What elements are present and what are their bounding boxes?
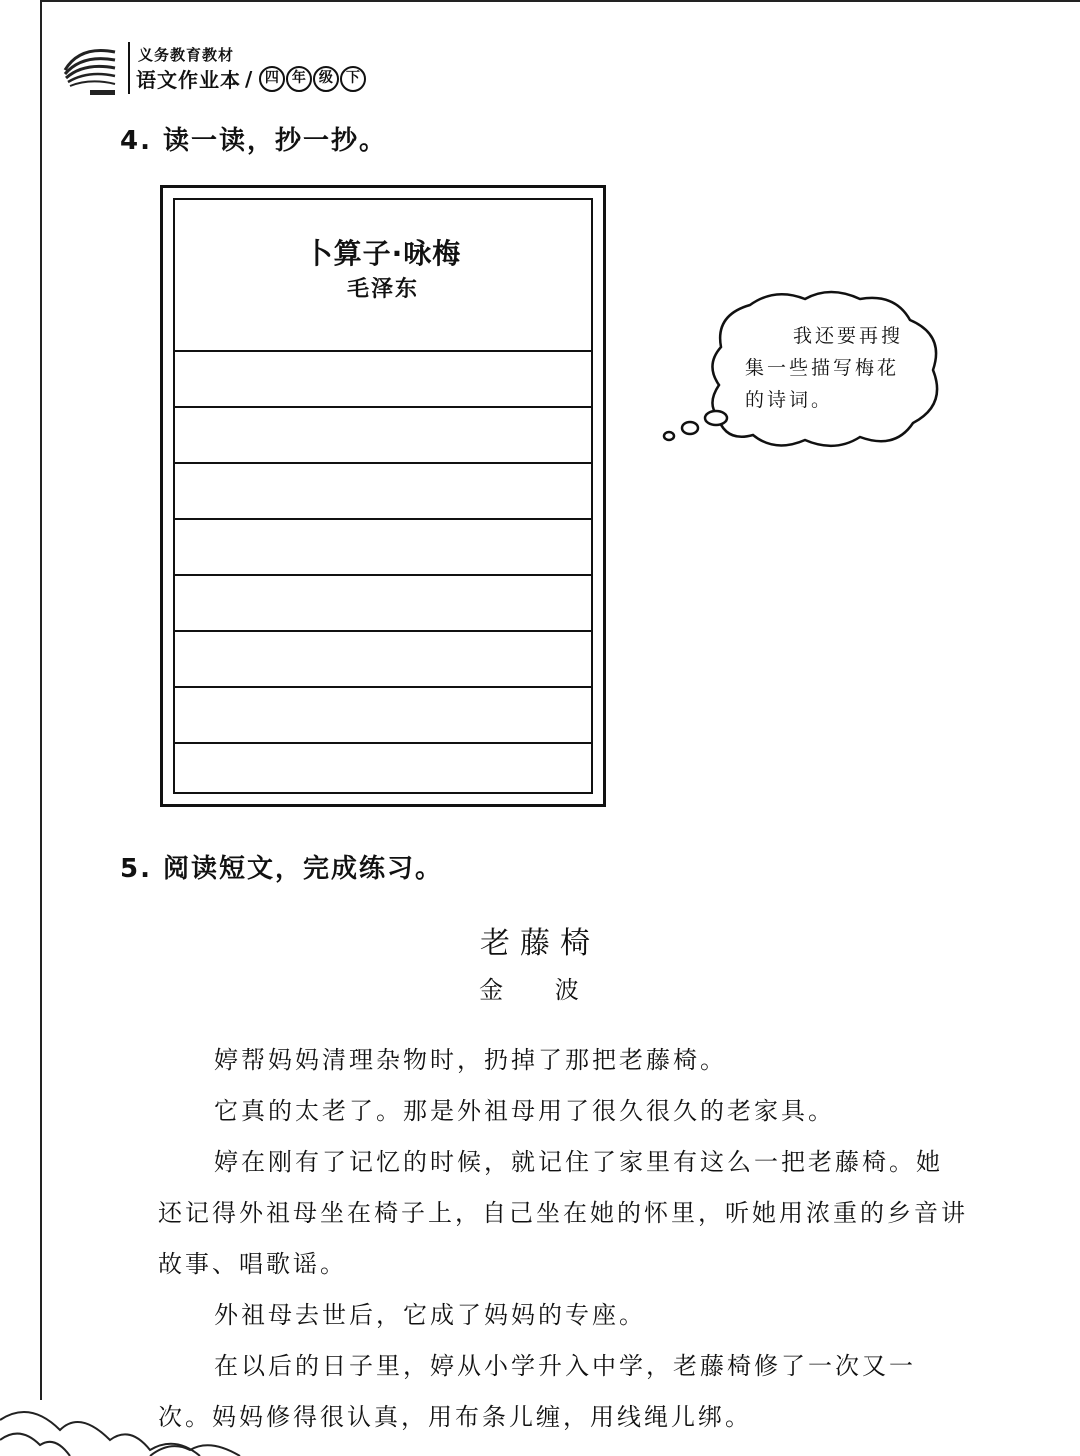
poem-title: 卜算子·咏梅	[304, 237, 462, 270]
series-label: 义务教育教材	[138, 46, 235, 64]
thought-line: 我还要再搜	[793, 325, 904, 347]
story-paragraph: 婷在刚有了记忆的时候，就记住了家里有这么一把老藤椅。她还记得外祖母坐在椅子上，自己坐在她的怀里，听她用浓重的乡音讲故事、唱歌谣。	[158, 1148, 968, 1278]
book-title: 语文作业本	[136, 68, 241, 92]
writing-line[interactable]	[175, 350, 591, 352]
story-paragraph: 外祖母去世后，它成了妈妈的专座。	[214, 1301, 646, 1329]
title-slash: /	[245, 66, 254, 91]
writing-line[interactable]	[175, 574, 591, 576]
thought-line: 集一些描写梅花	[745, 357, 900, 379]
grade-char: 四	[259, 66, 285, 92]
header-separator	[128, 42, 130, 94]
story-paragraph: 婷帮妈妈清理杂物时，扔掉了那把老藤椅。	[214, 1046, 727, 1074]
writing-line[interactable]	[175, 406, 591, 408]
grade-char: 级	[313, 66, 339, 92]
story-author: 金 波	[479, 976, 601, 1004]
poem-copy-inner	[173, 198, 593, 794]
poem-author: 毛泽东	[346, 277, 419, 302]
grade-char: 年	[286, 66, 312, 92]
section-4-title: 4. 读一读，抄一抄。	[120, 126, 388, 156]
decorative-clouds	[0, 1400, 300, 1456]
writing-line[interactable]	[175, 686, 591, 688]
page-border-left	[40, 0, 42, 1400]
story-title: 老藤椅	[480, 926, 600, 961]
story-paragraph: 它真的太老了。那是外祖母用了很久很久的老家具。	[214, 1097, 835, 1125]
section-5-title: 5. 阅读短文，完成练习。	[120, 854, 444, 884]
thought-line: 的诗词。	[745, 389, 834, 411]
writing-line[interactable]	[175, 630, 591, 632]
poem-copy-box	[160, 185, 606, 807]
book-title-row	[136, 64, 366, 93]
grade-badge	[259, 66, 366, 92]
publisher-logo	[60, 40, 120, 100]
story-paragraph: 在以后的日子里，婷从小学升入中学，老藤椅修了一次又一次。妈妈修得很认真，用布条儿缠，用线绳儿绑。	[158, 1352, 916, 1431]
story-body	[158, 1035, 968, 1443]
writing-line[interactable]	[175, 742, 591, 744]
thought-bubble-text	[745, 320, 925, 416]
page-border-top	[40, 0, 1080, 2]
writing-line[interactable]	[175, 518, 591, 520]
writing-line[interactable]	[175, 462, 591, 464]
grade-char: 下	[340, 66, 366, 92]
